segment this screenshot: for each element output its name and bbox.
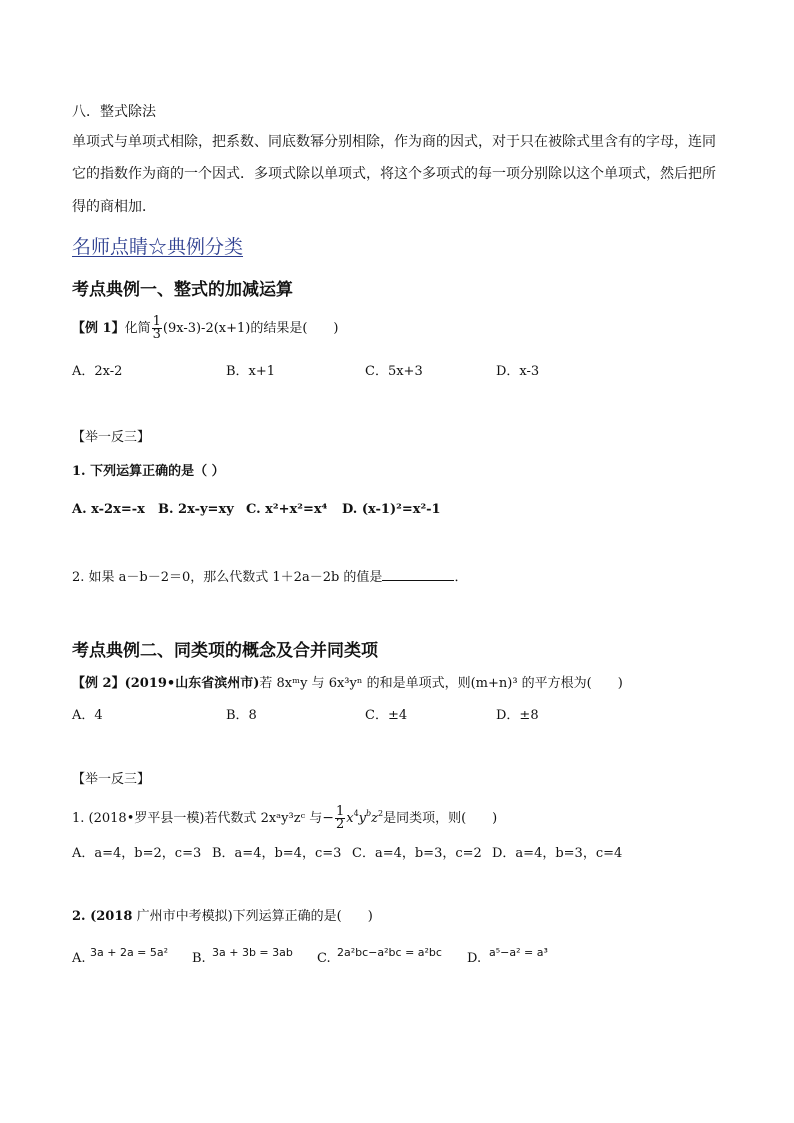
q2-source: 2. (2018 (72, 909, 133, 924)
practice-1-q1-option-b[interactable]: B. 2x-y=xy (158, 502, 234, 517)
example-2-option-c[interactable]: C．±4 (365, 708, 408, 723)
practice-2-q1-option-b[interactable]: B．a=4，b=4，c=3 (212, 846, 342, 861)
practice-2-q2-option-d[interactable]: a⁵−a² = a³ (489, 946, 548, 959)
paragraph-line-1: 单项式与单项式相除，把系数、同底数幂分别相除，作为商的因式，对于只在被除式里含有的字母，连同 (72, 134, 716, 150)
practice-label-2: 【举一反三】 (72, 772, 151, 787)
practice-label-1: 【举一反三】 (72, 430, 151, 445)
q2-stem: 2. 如果 a－b－2＝0，那么代数式 1＋2a－2b 的值是 (72, 570, 383, 585)
practice-2-q2-option-d-letter[interactable]: D. (467, 951, 482, 966)
practice-1-q1-option-d[interactable]: D. (x-1)²=x²-1 (342, 502, 441, 517)
fraction: $\frac{1}{2}$ (335, 804, 345, 832)
example-1-option-b[interactable]: B．x+1 (226, 364, 276, 379)
topic-heading-1: 考点典例一、整式的加减运算 (72, 280, 293, 300)
example-prefix: 化简 (124, 321, 151, 336)
example-2-option-a[interactable]: A．4 (72, 708, 103, 723)
practice-2-q1-option-a[interactable]: A．a=4，b=2，c=3 (72, 846, 202, 861)
paragraph-line-2: 它的指数作为商的一个因式．多项式除以单项式，将这个多项式的每一项分别除以这个单项式，然后把所 (72, 166, 716, 182)
example-2-option-d[interactable]: D．±8 (496, 708, 539, 723)
section-title: 八．整式除法 (72, 104, 156, 120)
paragraph-line-3: 得的商相加． (72, 199, 156, 215)
q1-stem-b: 是同类项，则( ) (383, 811, 498, 826)
practice-2-q1-option-d[interactable]: D．a=4，b=3，c=4 (492, 846, 623, 861)
example-expression: (9x-3)-2(x+1)的结果是( ) (162, 321, 339, 336)
example-1-option-d[interactable]: D．x-3 (496, 364, 540, 379)
q2-stem: 广州市中考模拟)下列运算正确的是( ) (136, 909, 373, 924)
practice-2-q2-option-a-letter[interactable]: A. (72, 951, 86, 966)
practice-2-q2-option-c-letter[interactable]: C. (317, 951, 331, 966)
fraction: $\frac{1}{3}$ (152, 314, 161, 342)
example-expression: 若 8xᵐy 与 6x³yⁿ 的和是单项式，则(m+n)³ 的平方根为( ) (259, 676, 623, 691)
example-2-option-b[interactable]: B．8 (226, 708, 257, 723)
practice-2-q2-option-a[interactable]: 3a + 2a = 5a² (90, 946, 169, 959)
practice-2-q2-option-b-letter[interactable]: B. (192, 951, 206, 966)
section-banner: 名师点睛☆典例分类 (72, 236, 244, 258)
example-2-stem (72, 676, 623, 692)
practice-2-q2-stem (72, 909, 373, 925)
practice-1-q1-option-a[interactable]: A. x-2x=-x (72, 502, 145, 517)
example-1-option-c[interactable]: C．5x+3 (365, 364, 423, 379)
practice-1-q1-option-c[interactable]: C. x²+x²=x⁴ (246, 502, 328, 517)
example-tag: 【例 2】 (72, 676, 125, 691)
practice-1-q1-stem: 1. 下列运算正确的是（ ） (72, 464, 225, 479)
example-tag: 【例 1】 (72, 321, 125, 336)
practice-2-q2-option-b[interactable]: 3a + 3b = 3ab (212, 946, 293, 959)
example-1-stem (72, 316, 339, 341)
q1-stem-a: 1. (2018•罗平县一模)若代数式 2xᵃy³zᶜ 与 (72, 811, 323, 826)
practice-2-q2-option-c[interactable]: 2a²bc−a²bc = a²bc (337, 946, 442, 959)
practice-2-q1-stem: 1. (2018•罗平县一模)若代数式 2xᵃy³zᶜ 与− $\frac{1}{2}$ $x^4y^bz^2$是同类项，则( ) (72, 804, 498, 832)
example-1-option-a[interactable]: A．2x-2 (72, 364, 123, 379)
topic-heading-2: 考点典例二、同类项的概念及合并同类项 (72, 641, 378, 661)
q2-end: ． (454, 570, 468, 585)
practice-1-q2 (72, 568, 467, 586)
answer-blank[interactable] (382, 568, 454, 581)
practice-2-q1-option-c[interactable]: C．a=4，b=3，c=2 (352, 846, 482, 861)
example-source: (2019•山东省滨州市) (124, 676, 260, 691)
